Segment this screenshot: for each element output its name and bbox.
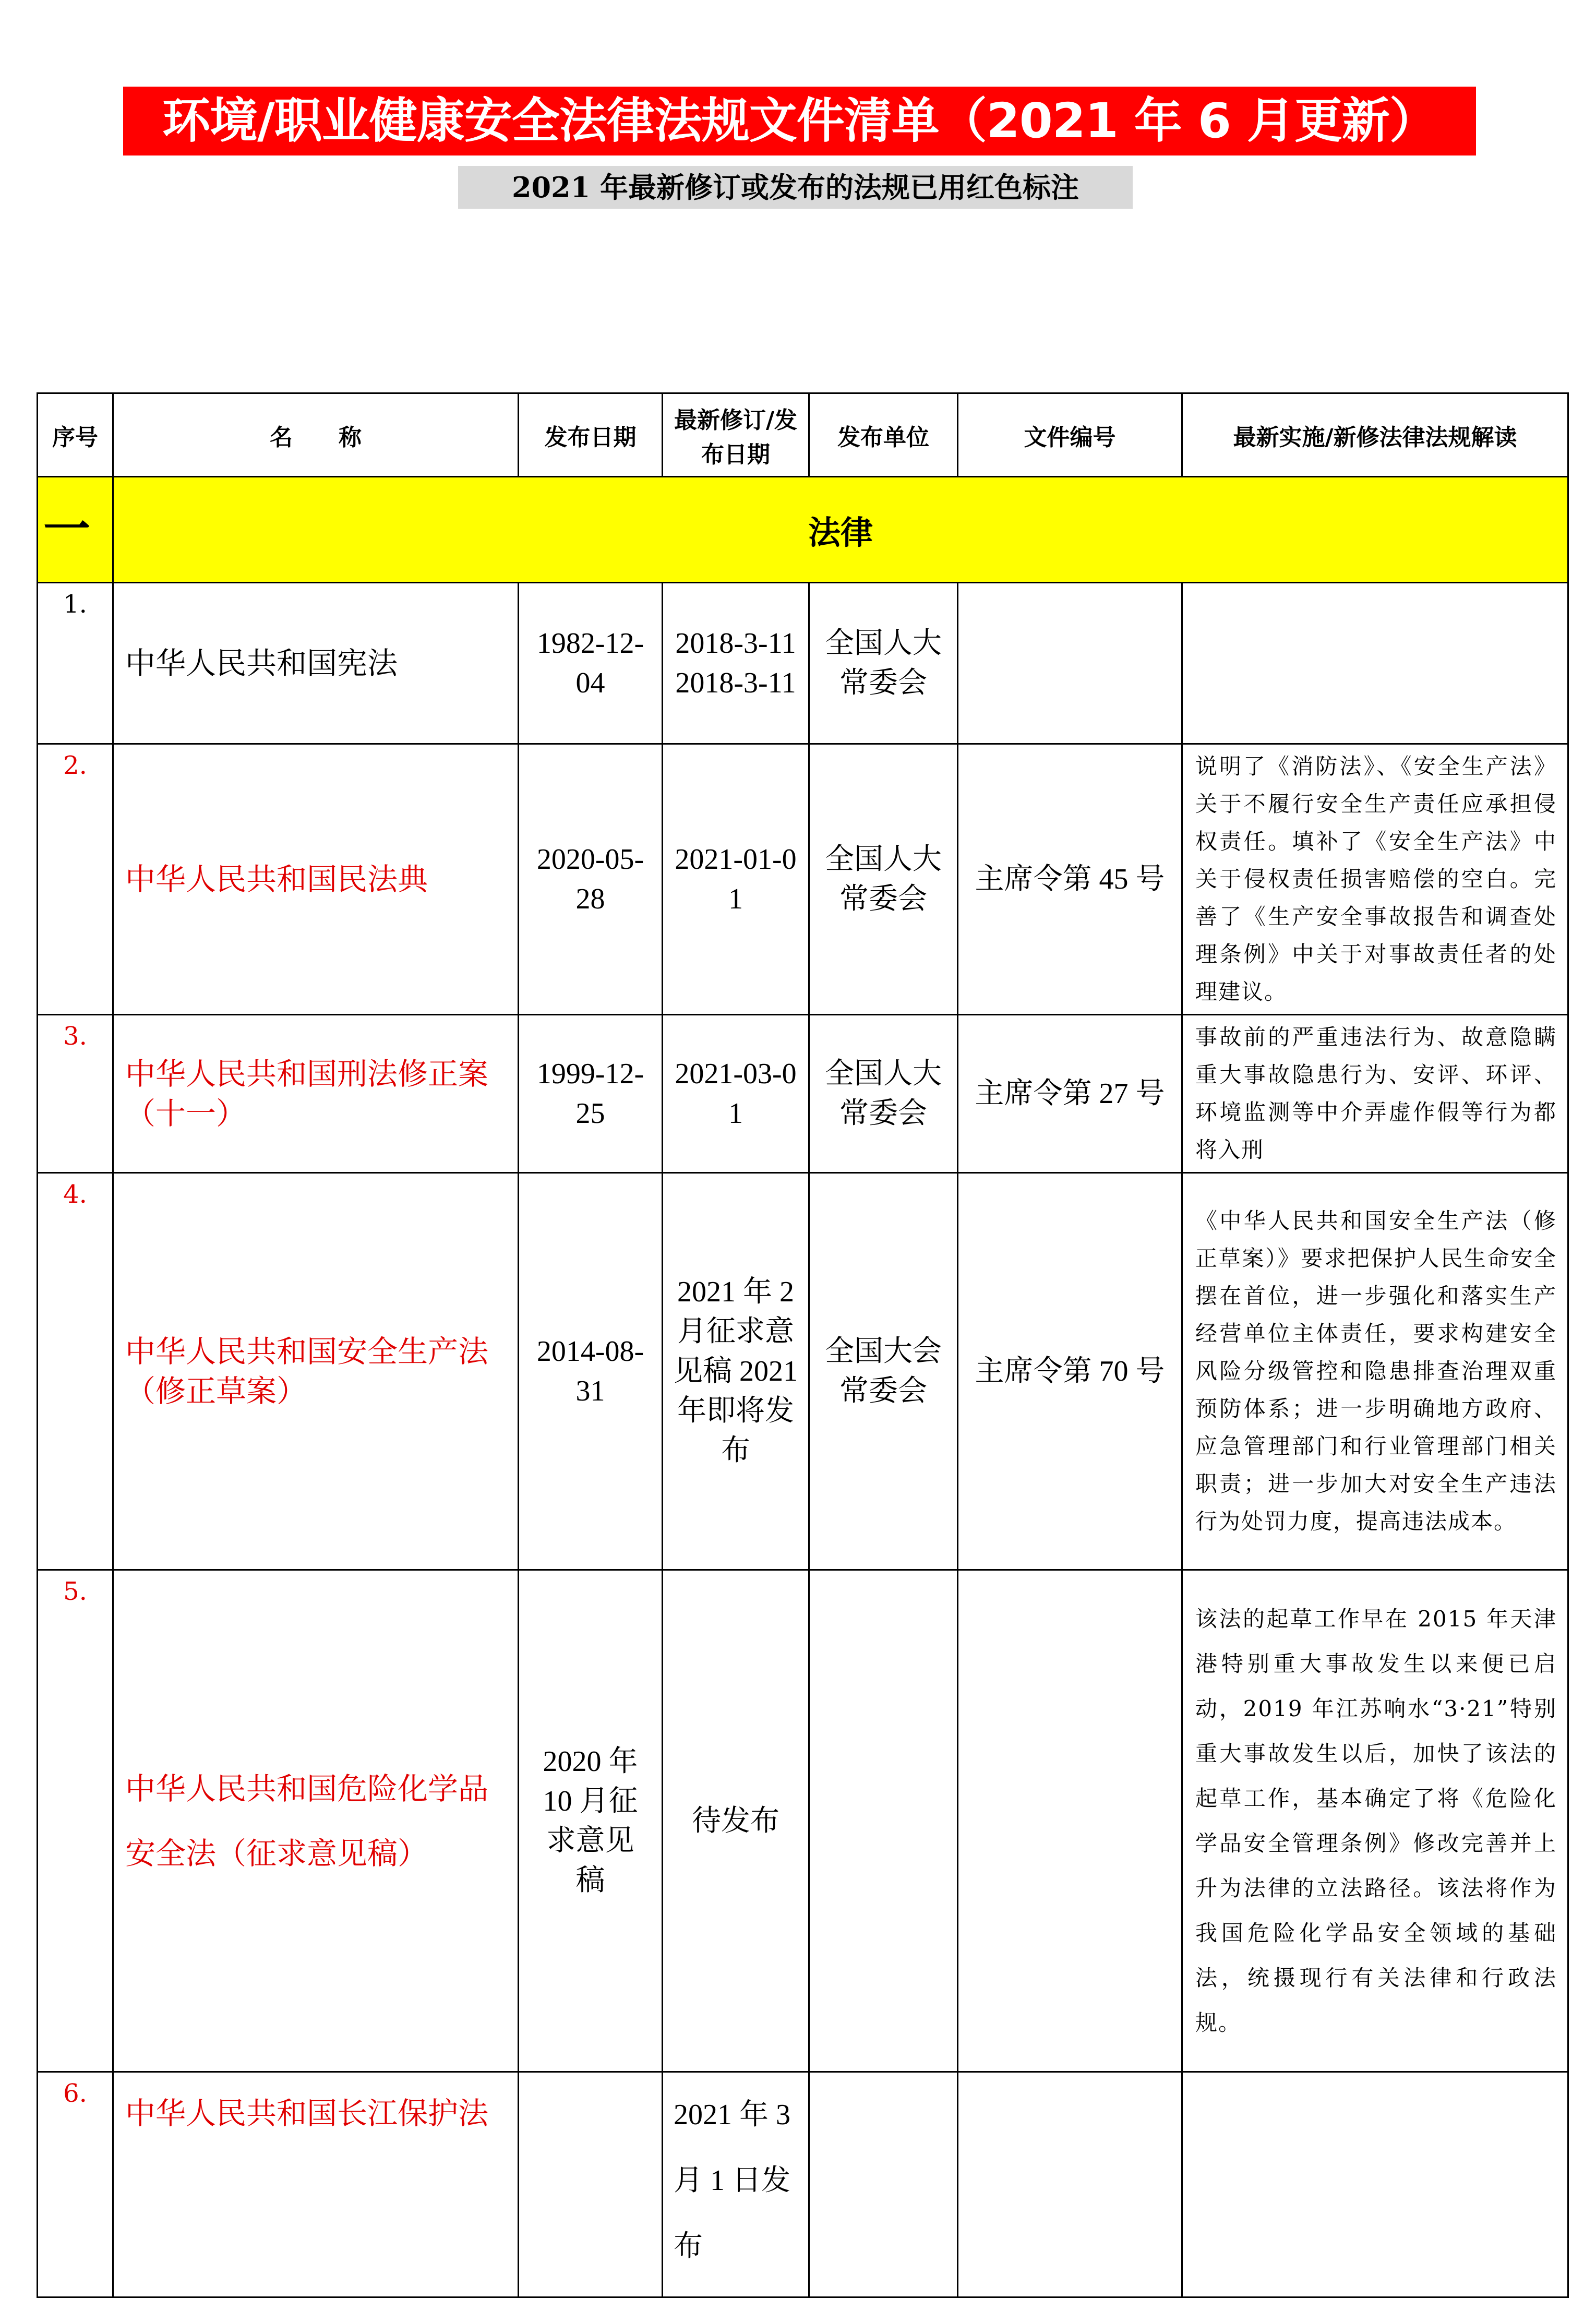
law-name: 中华人民共和国宪法: [113, 583, 519, 744]
pub-date: [519, 2072, 663, 2297]
interpretation: 事故前的严重违法行为、故意隐瞒重大事故隐患行为、安评、环评、环境监测等中介弄虚作假等行为都将入刑: [1182, 1015, 1568, 1173]
interpretation: [1182, 2072, 1568, 2297]
issuer: 全国人大常委会: [809, 744, 958, 1015]
table-row: [38, 2072, 1568, 2297]
issuer: [809, 1570, 958, 2072]
interpretation: [1182, 583, 1568, 744]
issuer: 全国人大常委会: [809, 583, 958, 744]
interpretation: 该法的起草工作早在 2015 年天津港特别重大事故发生以来便已启动，2019 年江苏响水“3·21”特别重大事故发生以后，加快了该法的起草工作，基本确定了将《危险化学品安全管理条例》修改完善并上升为法律的立法路径。该法将作为我国危险化学品安全领域的基础法，统摄现行有关法律和行政法规。: [1182, 1570, 1568, 2072]
col-header-name: 名 称: [113, 393, 519, 477]
regulations-table: [37, 392, 1569, 2298]
rev-date: 待发布: [663, 1570, 809, 2072]
col-header-rev-date: 最新修订/发布日期: [663, 393, 809, 477]
section-number: 一: [38, 477, 113, 583]
pub-date: 2020-05-28: [519, 744, 663, 1015]
row-number: 6.: [38, 2072, 113, 2297]
row-number: 4.: [38, 1173, 113, 1570]
rev-date: 2021 年 3 月 1 日发布: [663, 2072, 809, 2297]
section-row: [38, 477, 1568, 583]
pub-date: 1982-12-04: [519, 583, 663, 744]
col-header-pub-date: 发布日期: [519, 393, 663, 477]
page-title: 环境/职业健康安全法律法规文件清单（2021 年 6 月更新）: [123, 87, 1476, 155]
col-header-interpretation: 最新实施/新修法律法规解读: [1182, 393, 1568, 477]
pub-date: 2020 年 10 月征求意见稿: [519, 1570, 663, 2072]
pub-date: 2014-08-31: [519, 1173, 663, 1570]
doc-no: [958, 583, 1182, 744]
section-title: 法律: [113, 477, 1568, 583]
row-number: 3.: [38, 1015, 113, 1173]
table-row: [38, 1173, 1568, 1570]
interpretation: 《中华人民共和国安全生产法（修正草案）》要求把保护人民生命安全摆在首位，进一步强化和落实生产经营单位主体责任，要求构建安全风险分级管控和隐患排查治理双重预防体系；进一步明确地方政府、应急管理部门和行业管理部门相关职责；进一步加大对安全生产违法行为处罚力度，提高违法成本。: [1182, 1173, 1568, 1570]
pub-date: 1999-12-25: [519, 1015, 663, 1173]
col-header-doc-no: 文件编号: [958, 393, 1182, 477]
table-header-row: [38, 393, 1568, 477]
col-header-issuer: 发布单位: [809, 393, 958, 477]
doc-no: 主席令第 70 号: [958, 1173, 1182, 1570]
issuer: [809, 2072, 958, 2297]
table-row: [38, 1015, 1568, 1173]
table-row: [38, 583, 1568, 744]
rev-date: 2021-01-01: [663, 744, 809, 1015]
law-name: 中华人民共和国刑法修正案（十一）: [113, 1015, 519, 1173]
issuer: 全国人大常委会: [809, 1015, 958, 1173]
rev-date: 2018-3-11 2018-3-11: [663, 583, 809, 744]
page-subtitle: 2021 年最新修订或发布的法规已用红色标注: [458, 166, 1133, 209]
col-header-no: 序号: [38, 393, 113, 477]
rev-date: 2021-03-01: [663, 1015, 809, 1173]
table-row: [38, 1570, 1568, 2072]
interpretation: 说明了《消防法》、《安全生产法》关于不履行安全生产责任应承担侵权责任。填补了《安全生产法》中关于侵权责任损害赔偿的空白。完善了《生产安全事故报告和调查处理条例》中关于对事故责任者的处理建议。: [1182, 744, 1568, 1015]
doc-no: 主席令第 27 号: [958, 1015, 1182, 1173]
row-number: 5.: [38, 1570, 113, 2072]
table-row: [38, 744, 1568, 1015]
doc-no: [958, 1570, 1182, 2072]
law-name: 中华人民共和国安全生产法（修正草案）: [113, 1173, 519, 1570]
doc-no: [958, 2072, 1182, 2297]
issuer: 全国大会常委会: [809, 1173, 958, 1570]
law-name: 中华人民共和国长江保护法: [113, 2072, 519, 2297]
row-number: 1.: [38, 583, 113, 744]
law-name: 中华人民共和国民法典: [113, 744, 519, 1015]
rev-date: 2021 年 2 月征求意见稿 2021 年即将发布: [663, 1173, 809, 1570]
law-name: 中华人民共和国危险化学品安全法（征求意见稿）: [113, 1570, 519, 2072]
doc-no: 主席令第 45 号: [958, 744, 1182, 1015]
row-number: 2.: [38, 744, 113, 1015]
